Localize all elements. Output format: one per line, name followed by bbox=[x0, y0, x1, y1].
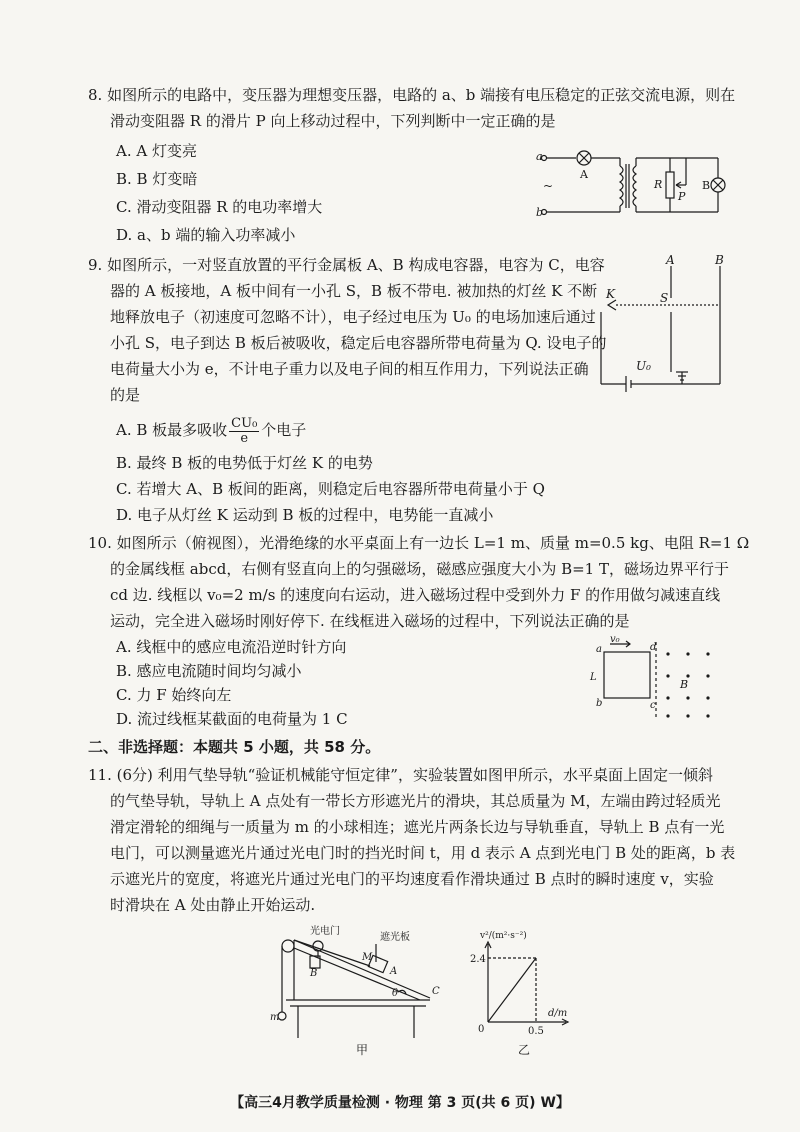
q9-fig-plate-a-label: A bbox=[666, 253, 675, 267]
q10-option-d: D. 流过线框某截面的电荷量为 1 C bbox=[116, 710, 348, 728]
q8-fig-b-label: b bbox=[536, 206, 544, 219]
q10-line-3: cd 边. 线框以 v₀=2 m/s 的速度向右运动，进入磁场过程中受到外力 F 的作用做匀减速直线 bbox=[110, 586, 721, 604]
page-footer: 【高三4月教学质量检测 · 物理 第 3 页(共 6 页) W】 bbox=[230, 1095, 570, 1111]
q9-option-a-prefix: A. B 板最多吸收 bbox=[116, 421, 228, 439]
q9-fig-voltage-label: U₀ bbox=[636, 359, 651, 373]
q8-circuit-figure bbox=[536, 140, 736, 230]
q9-option-b: B. 最终 B 板的电势低于灯丝 K 的电势 bbox=[116, 454, 373, 472]
q9-capacitor-figure bbox=[596, 252, 736, 398]
q11-fig-point-a-label: A bbox=[390, 966, 398, 977]
q10-fig-d-label: d bbox=[650, 642, 657, 653]
q11-line-6: 时滑块在 A 处由静止开始运动. bbox=[110, 896, 316, 914]
q10-fig-field-b-label: B bbox=[680, 678, 689, 691]
q11-fig-ball-m-label: m bbox=[270, 1012, 280, 1023]
q9-option-a-fraction bbox=[229, 417, 259, 446]
q9-fraction-denominator: e bbox=[240, 430, 249, 446]
q11-graph-figure-yi bbox=[470, 922, 590, 1062]
q11-graph-x-axis-label: d/m bbox=[548, 1008, 568, 1019]
q11-graph-x-value: 0.5 bbox=[528, 1026, 544, 1037]
q8-fig-lamp-b-label: B bbox=[702, 179, 711, 192]
q9-fig-hole-s-label: S bbox=[660, 291, 669, 305]
q10-fig-v0-label: v₀ bbox=[610, 634, 620, 645]
q8-fig-p-label: P bbox=[678, 190, 686, 203]
q11-fig-yi-caption: 乙 bbox=[518, 1043, 531, 1057]
q8-option-c: C. 滑动变阻器 R 的电功率增大 bbox=[116, 198, 323, 216]
q8-option-d: D. a、b 端的输入功率减小 bbox=[116, 226, 296, 244]
q11-line-5: 示遮光片的宽度，将遮光片通过光电门的平均速度看作滑块通过 B 点时的瞬时速度 v，实验 bbox=[110, 870, 714, 888]
q11-graph-line bbox=[488, 958, 536, 1022]
q9-line-1: 9. 如图所示，一对竖直放置的平行金属板 A、B 构成电容器，电容为 C，电容 bbox=[88, 256, 605, 274]
q11-fig-mass-m-label: M bbox=[362, 952, 373, 963]
q11-line-4: 电门，可以测量遮光片通过光电门时的挡光时间 t，用 d 表示 A 点到光电门 B 处的距离，b 表 bbox=[110, 844, 736, 862]
q10-line-1: 10. 如图所示（俯视图），光滑绝缘的水平桌面上有一边长 L=1 m、质量 m=0.5 kg、电阻 R=1 Ω bbox=[88, 534, 750, 552]
q11-graph-y-value: 2.4 bbox=[470, 954, 486, 965]
q9-fig-plate-b-label: B bbox=[715, 253, 724, 267]
q11-fig-point-c-label: C bbox=[432, 986, 440, 997]
q11-fig-shade-label: 遮光板 bbox=[380, 932, 410, 943]
q9-option-a-suffix: 个电子 bbox=[261, 421, 307, 439]
q10-fig-side-length-label: L bbox=[590, 672, 597, 683]
q9-option-d: D. 电子从灯丝 K 运动到 B 板的过程中，电势能一直减小 bbox=[116, 506, 494, 524]
q10-option-c: C. 力 F 始终向左 bbox=[116, 686, 232, 704]
q8-line-2: 滑动变阻器 R 的滑片 P 向上移动过程中，下列判断中一定正确的是 bbox=[110, 112, 556, 130]
q9-line-2: 器的 A 板接地，A 板中间有一小孔 S，B 板不带电. 被加热的灯丝 K 不断 bbox=[110, 282, 598, 300]
q11-fig-point-b-label: B bbox=[310, 968, 318, 979]
q9-line-4: 小孔 S，电子到达 B 板后被吸收，稳定后电容器所带电荷量为 Q. 设电子的 bbox=[110, 334, 607, 352]
q11-line-1: 11. (6分) 利用气垫导轨“验证机械能守恒定律”，实验装置如图甲所示，水平桌面上固定一倾斜 bbox=[88, 766, 713, 784]
q11-fig-jia-caption: 甲 bbox=[356, 1043, 369, 1057]
q8-fig-r-label: R bbox=[654, 178, 663, 191]
q9-line-3: 地释放电子（初速度可忽略不计），电子经过电压为 U₀ 的电场加速后通过 bbox=[110, 308, 596, 326]
q9-option-c: C. 若增大 A、B 板间的距离，则稳定后电容器所带电荷量小于 Q bbox=[116, 480, 545, 498]
q8-fig-source-symbol: ~ bbox=[543, 179, 554, 193]
q9-line-5: 电荷量大小为 e，不计电子重力以及电子间的相互作用力，下列说法正确 bbox=[110, 360, 589, 378]
section-2-heading: 二、非选择题：本题共 5 小题，共 58 分。 bbox=[88, 738, 381, 756]
q9-line-6: 的是 bbox=[110, 386, 141, 404]
q10-fig-a-label: a bbox=[596, 644, 602, 655]
q11-line-2: 的气垫导轨，导轨上 A 点处有一带长方形遮光片的滑块，其总质量为 M，左端由跨过轻质光 bbox=[110, 792, 721, 810]
q11-line-3: 滑定滑轮的细绳与一质量为 m 的小球相连；遮光片两条长边与导轨垂直，导轨上 B 点有一光 bbox=[110, 818, 725, 836]
q9-option-a bbox=[116, 412, 306, 448]
q8-fig-a-label: a bbox=[536, 150, 543, 163]
q10-option-a: A. 线框中的感应电流沿逆时针方向 bbox=[116, 638, 347, 656]
q8-fig-lamp-a-label: A bbox=[580, 168, 588, 181]
q9-fraction-numerator: CU₀ bbox=[231, 415, 258, 431]
q11-graph-origin: 0 bbox=[478, 1024, 485, 1035]
q8-option-a: A. A 灯变亮 bbox=[116, 142, 197, 160]
q8-line-1: 8. 如图所示的电路中，变压器为理想变压器，电路的 a、b 端接有电压稳定的正弦交流电源，则在 bbox=[88, 86, 736, 104]
q10-line-2: 的金属线框 abcd，右侧有竖直向上的匀强磁场，磁感应强度大小为 B=1 T，磁场边界平行于 bbox=[110, 560, 729, 578]
q11-graph-y-axis-label: v²/(m²·s⁻²) bbox=[480, 931, 527, 941]
q10-fig-c-label: c bbox=[650, 700, 656, 711]
q8-option-b: B. B 灯变暗 bbox=[116, 170, 198, 188]
q10-option-b: B. 感应电流随时间均匀减小 bbox=[116, 662, 302, 680]
q10-frame-figure bbox=[588, 632, 738, 722]
q11-fig-theta-label: θ bbox=[392, 988, 399, 999]
q11-fig-photogate-label: 光电门 bbox=[310, 926, 340, 937]
q11-apparatus-figure-jia bbox=[270, 922, 440, 1062]
q10-fig-b-label: b bbox=[596, 698, 603, 709]
q10-line-4: 运动，完全进入磁场时刚好停下. 在线框进入磁场的过程中，下列说法正确的是 bbox=[110, 612, 630, 630]
q9-fig-filament-k-label: K bbox=[606, 287, 615, 301]
